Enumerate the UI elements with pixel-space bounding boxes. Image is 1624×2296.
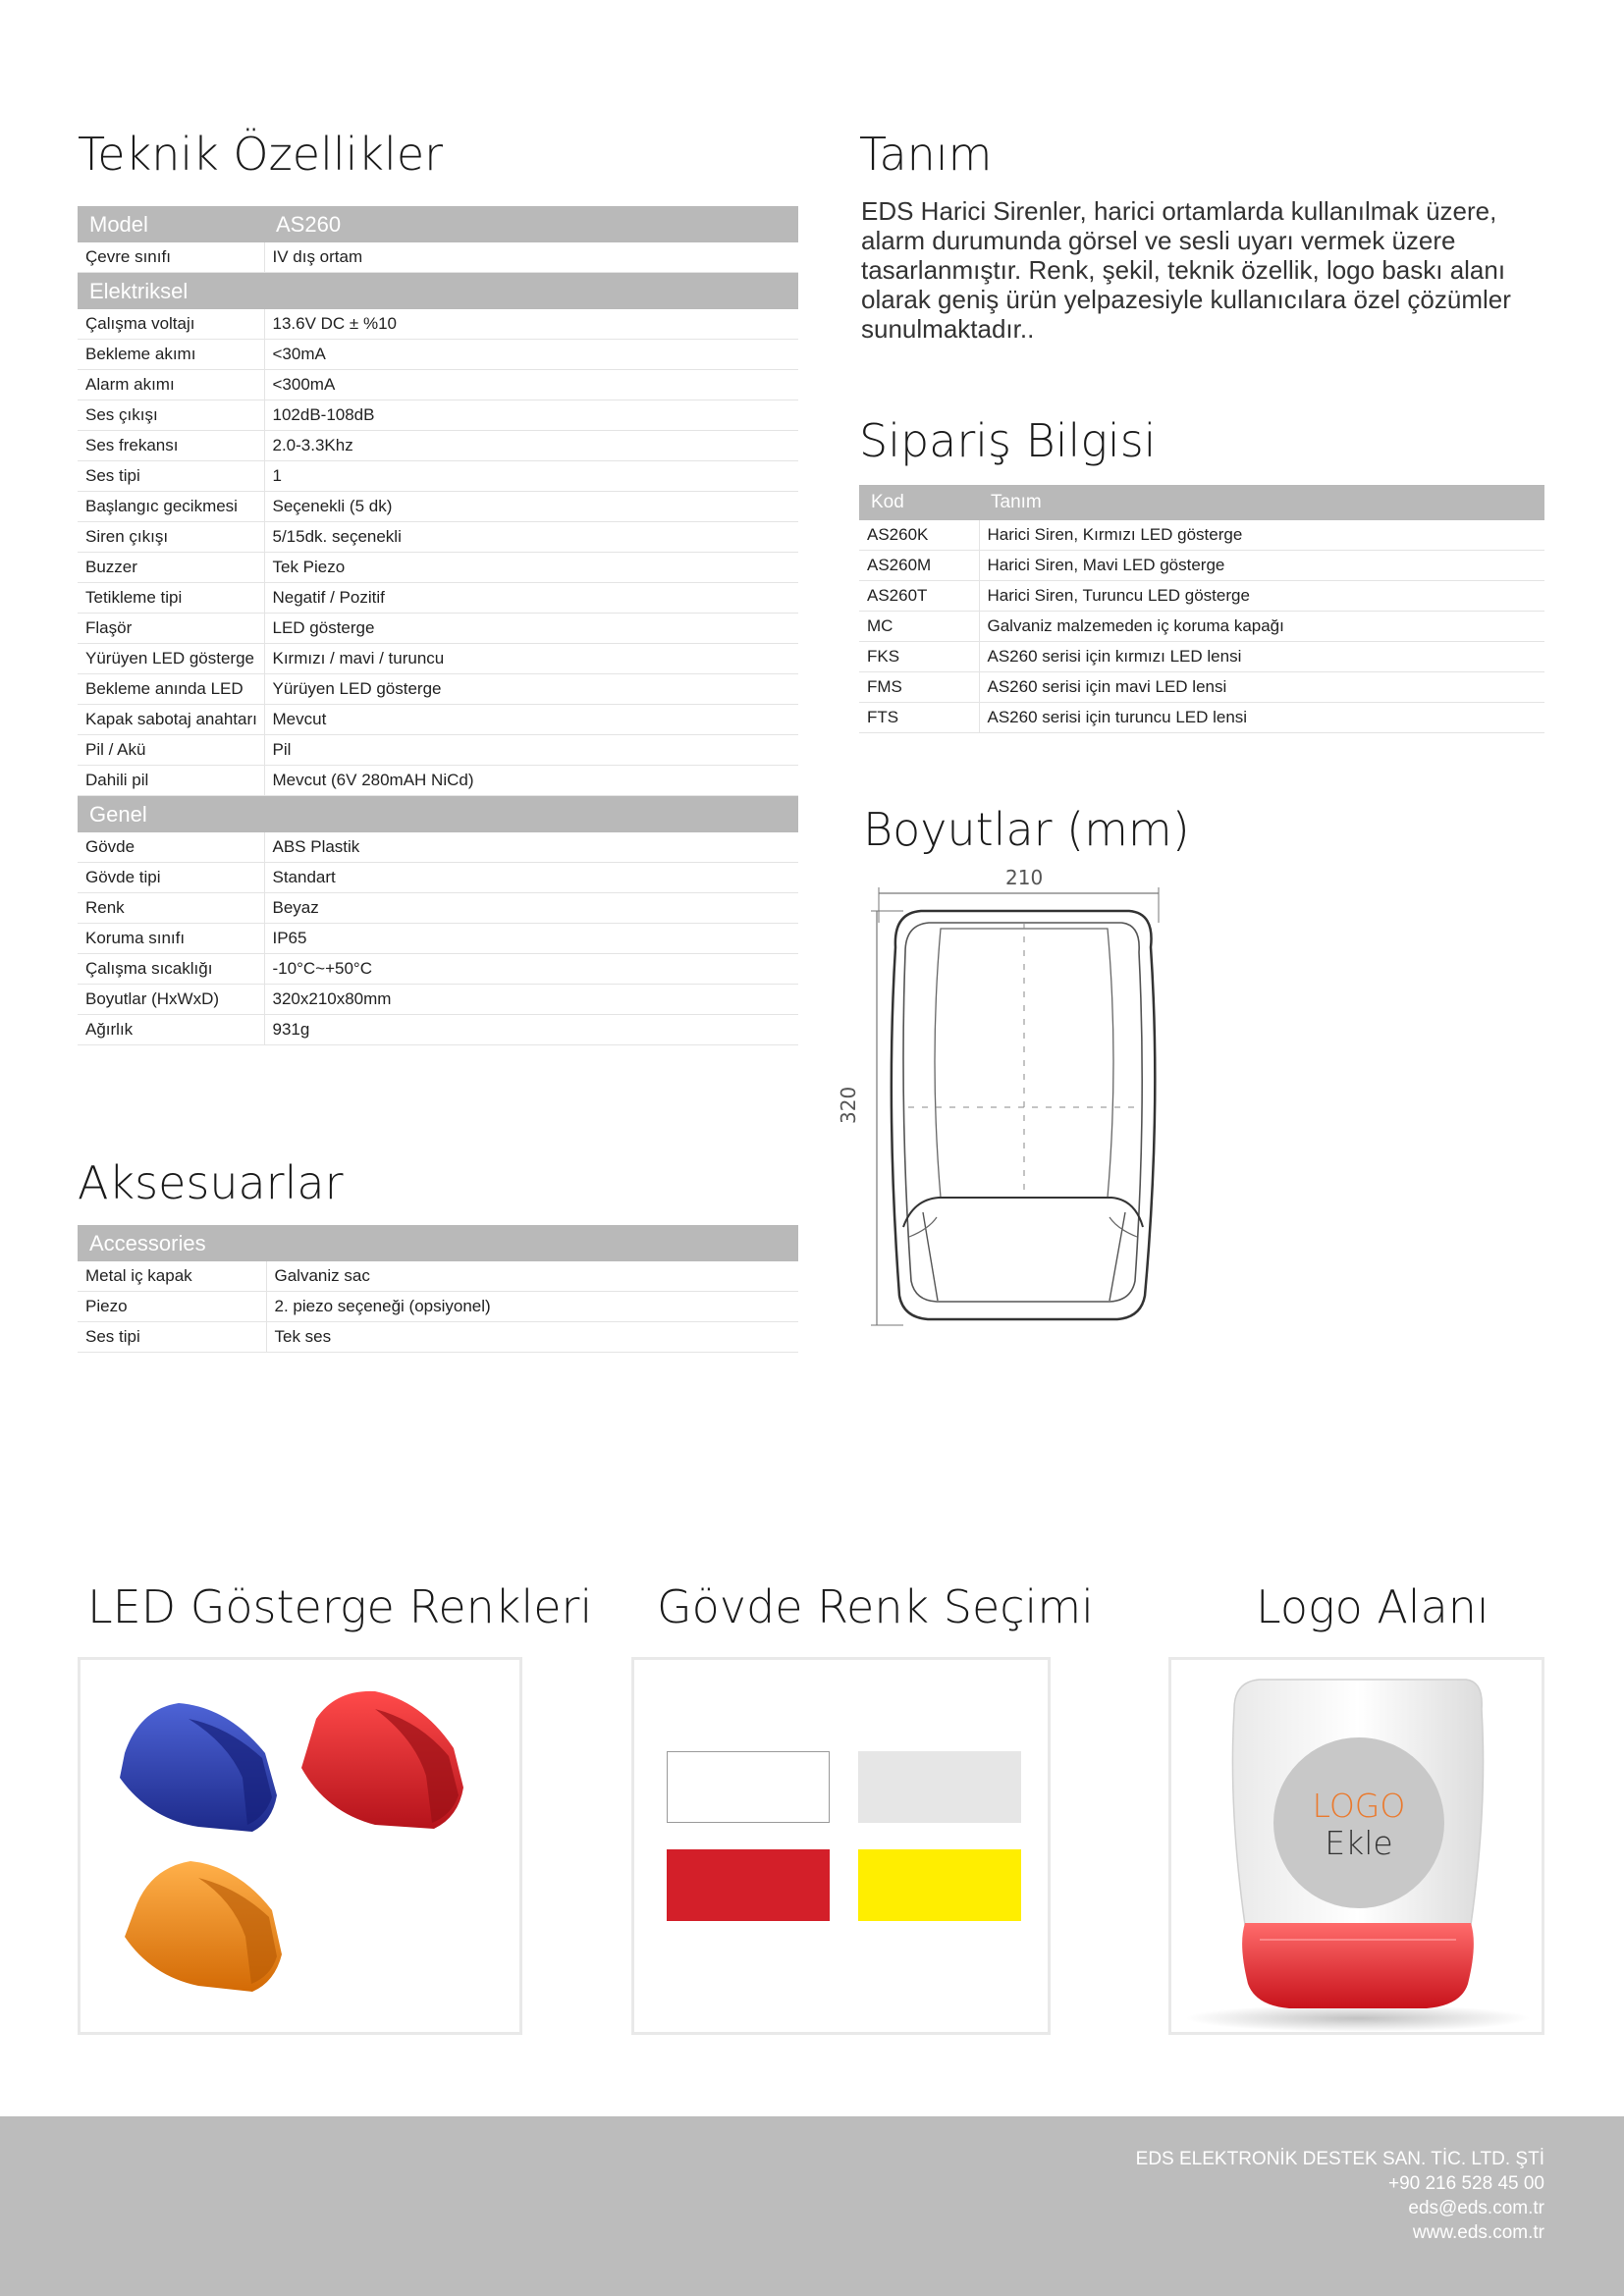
row-value: Harici Siren, Mavi LED gösterge [979, 551, 1544, 581]
model-header-value: AS260 [264, 206, 798, 242]
row-label: Bekleme akımı [78, 340, 264, 370]
order-info-table [859, 485, 1544, 733]
row-label: Tetikleme tipi [78, 583, 264, 614]
row-value: AS260 serisi için kırmızı LED lensi [979, 642, 1544, 672]
table-row [78, 735, 798, 766]
row-value: 5/15dk. seçenekli [264, 522, 798, 553]
led-colors-title: LED Gösterge Renkleri [87, 1580, 593, 1633]
row-label: Çalışma voltajı [78, 309, 264, 340]
logo-placeholder-line2: Ekle [1325, 1824, 1393, 1862]
order-header-desc: Tanım [979, 485, 1544, 520]
row-value: Tek ses [266, 1322, 798, 1353]
row-value: Seçenekli (5 dk) [264, 492, 798, 522]
row-value: AS260 serisi için mavi LED lensi [979, 672, 1544, 703]
dimension-drawing [835, 864, 1168, 1335]
row-value: 2. piezo seçeneği (opsiyonel) [266, 1292, 798, 1322]
electrical-section-header [78, 273, 798, 310]
row-value: Mevcut (6V 280mAH NiCd) [264, 766, 798, 796]
row-value: Harici Siren, Turuncu LED gösterge [979, 581, 1544, 612]
row-label: AS260K [859, 520, 979, 551]
accessories-header: Accessories [78, 1225, 798, 1261]
row-label: Siren çıkışı [78, 522, 264, 553]
row-label: Çalışma sıcaklığı [78, 954, 264, 985]
spec-label: Çevre sınıfı [78, 242, 264, 273]
model-header-label: Model [78, 206, 264, 242]
row-value: 1 [264, 461, 798, 492]
row-value: 931g [264, 1015, 798, 1045]
body-colors-title: Gövde Renk Seçimi [657, 1580, 1094, 1633]
red-led-lens [301, 1691, 463, 1829]
row-label: FMS [859, 672, 979, 703]
table-row [78, 370, 798, 400]
blue-led-lens [120, 1703, 277, 1832]
footer-phone: +90 216 528 45 00 [1387, 2173, 1544, 2194]
row-label: Piezo [78, 1292, 266, 1322]
row-label: Alarm akımı [78, 370, 264, 400]
table-row [78, 766, 798, 796]
row-label: Buzzer [78, 553, 264, 583]
logo-placeholder-line1: LOGO [1312, 1787, 1406, 1825]
light-gray-body-swatch [858, 1751, 1021, 1823]
table-row [78, 893, 798, 924]
width-dimension-label: 210 [1005, 866, 1044, 889]
row-label: Renk [78, 893, 264, 924]
table-row [78, 1261, 798, 1292]
row-value: Standart [264, 863, 798, 893]
table-row [859, 520, 1544, 551]
row-value: IP65 [264, 924, 798, 954]
row-value: Yürüyen LED gösterge [264, 674, 798, 705]
row-value: Galvaniz malzemeden iç koruma kapağı [979, 612, 1544, 642]
dimensions-title: Boyutlar (mm) [863, 803, 1190, 856]
row-value: Kırmızı / mavi / turuncu [264, 644, 798, 674]
logo-area-title: Logo Alanı [1256, 1580, 1489, 1633]
table-row [78, 340, 798, 370]
row-value: 320x210x80mm [264, 985, 798, 1015]
row-value: Tek Piezo [264, 553, 798, 583]
accessories-table [78, 1225, 798, 1353]
row-label: Ses frekansı [78, 431, 264, 461]
row-label: Koruma sınıfı [78, 924, 264, 954]
general-section-title: Genel [78, 796, 798, 833]
table-row [78, 1015, 798, 1045]
table-row [78, 1322, 798, 1353]
row-label: Flaşör [78, 614, 264, 644]
table-row [78, 832, 798, 863]
row-value: Mevcut [264, 705, 798, 735]
row-value: Pil [264, 735, 798, 766]
row-label: Ses çıkışı [78, 400, 264, 431]
table-row [859, 672, 1544, 703]
row-value: Galvaniz sac [266, 1261, 798, 1292]
table-row [78, 583, 798, 614]
table-row [78, 954, 798, 985]
row-label: Gövde [78, 832, 264, 863]
definition-text: EDS Harici Sirenler, harici ortamlarda kullanılmak üzere, alarm durumunda görsel ve sesli uyarı vermek üzere tasarlanmıştır. Renk, şekil, teknik özellik, logo baskı alanı olarak geniş ürün yelpazesiyle kullanıcılara özel çözümler sunulmaktadır.. [861, 196, 1511, 344]
row-label: FTS [859, 703, 979, 733]
row-label: Başlangıc gecikmesi [78, 492, 264, 522]
table-row [78, 863, 798, 893]
white-body-swatch [667, 1751, 830, 1823]
row-value: -10°C~+50°C [264, 954, 798, 985]
table-row [78, 242, 798, 273]
tech-specs-table [78, 206, 798, 1045]
table-row [859, 551, 1544, 581]
table-row [859, 642, 1544, 672]
row-value: LED gösterge [264, 614, 798, 644]
order-info-title: Sipariş Bilgisi [859, 414, 1157, 467]
model-header-row [78, 206, 798, 242]
table-row [78, 431, 798, 461]
order-header-code: Kod [859, 485, 979, 520]
order-header-row [859, 485, 1544, 520]
row-label: AS260T [859, 581, 979, 612]
row-label: Yürüyen LED gösterge [78, 644, 264, 674]
row-label: Gövde tipi [78, 863, 264, 893]
row-value: ABS Plastik [264, 832, 798, 863]
row-value: 102dB-108dB [264, 400, 798, 431]
spec-value: IV dış ortam [264, 242, 798, 273]
row-label: Dahili pil [78, 766, 264, 796]
table-row [78, 644, 798, 674]
footer-email[interactable]: eds@eds.com.tr [1408, 2198, 1544, 2218]
row-value: 13.6V DC ± %10 [264, 309, 798, 340]
table-row [78, 705, 798, 735]
table-row [78, 461, 798, 492]
tech-specs-title: Teknik Özellikler [78, 128, 444, 181]
table-row [78, 309, 798, 340]
row-label: Boyutlar (HxWxD) [78, 985, 264, 1015]
yellow-body-swatch [858, 1849, 1021, 1921]
row-label: Kapak sabotaj anahtarı [78, 705, 264, 735]
row-label: Ağırlık [78, 1015, 264, 1045]
logo-area-panel [1168, 1657, 1544, 2035]
row-label: FKS [859, 642, 979, 672]
table-row [78, 1292, 798, 1322]
row-label: Metal iç kapak [78, 1261, 266, 1292]
row-value: Negatif / Pozitif [264, 583, 798, 614]
body-colors-panel [631, 1657, 1051, 2035]
electrical-section-title: Elektriksel [78, 273, 798, 310]
table-row [859, 612, 1544, 642]
table-row [859, 703, 1544, 733]
footer-bar [0, 2116, 1624, 2296]
table-row [78, 674, 798, 705]
accessories-title: Aksesuarlar [78, 1156, 344, 1209]
row-label: Ses tipi [78, 1322, 266, 1353]
table-row [78, 985, 798, 1015]
footer-company-name: EDS ELEKTRONİK DESTEK SAN. TİC. LTD. ŞTİ [1135, 2149, 1544, 2169]
table-row [78, 492, 798, 522]
row-label: MC [859, 612, 979, 642]
orange-led-lens [125, 1861, 282, 1992]
table-row [78, 924, 798, 954]
led-lens-illustration [81, 1660, 519, 2032]
table-row [78, 522, 798, 553]
table-row [859, 581, 1544, 612]
table-row [78, 614, 798, 644]
row-value: Beyaz [264, 893, 798, 924]
definition-title: Tanım [859, 128, 993, 181]
accessories-header-row [78, 1225, 798, 1261]
row-label: AS260M [859, 551, 979, 581]
row-value: <300mA [264, 370, 798, 400]
row-value: 2.0-3.3Khz [264, 431, 798, 461]
row-value: <30mA [264, 340, 798, 370]
red-body-swatch [667, 1849, 830, 1921]
row-value: AS260 serisi için turuncu LED lensi [979, 703, 1544, 733]
height-dimension-label: 320 [837, 1086, 860, 1124]
footer-website[interactable]: www.eds.com.tr [1412, 2222, 1544, 2243]
general-section-header [78, 796, 798, 833]
row-value: Harici Siren, Kırmızı LED gösterge [979, 520, 1544, 551]
row-label: Pil / Akü [78, 735, 264, 766]
row-label: Bekleme anında LED [78, 674, 264, 705]
led-colors-panel [78, 1657, 522, 2035]
table-row [78, 553, 798, 583]
row-label: Ses tipi [78, 461, 264, 492]
table-row [78, 400, 798, 431]
